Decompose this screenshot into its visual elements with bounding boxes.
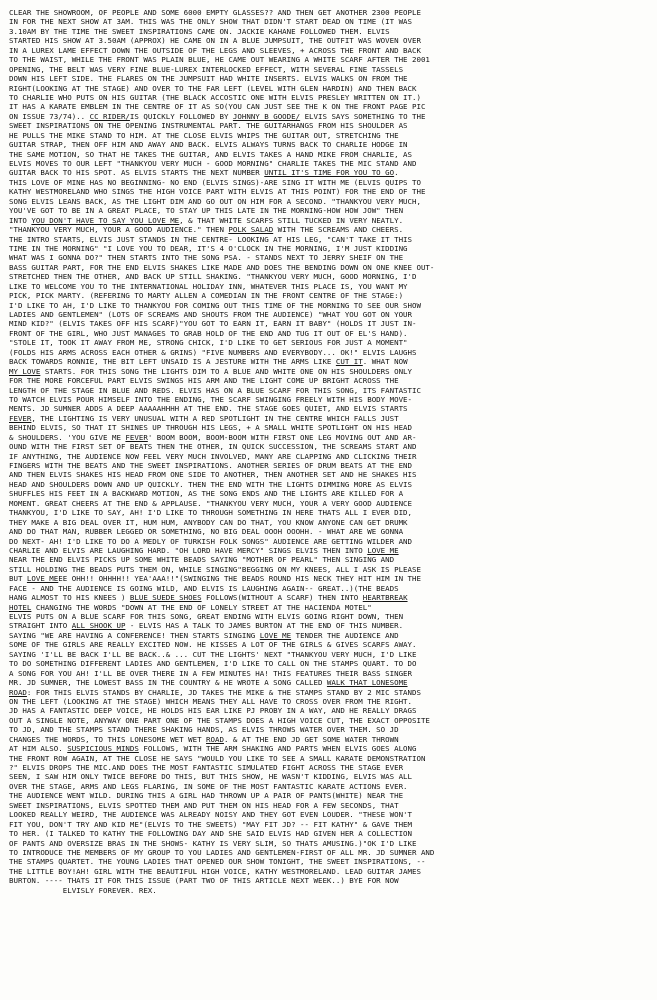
- song-title: HEARTBREAK: [362, 593, 408, 603]
- text-line: TO INTRODUCE THE MEMBERS OF MY GROUP TO YOU LADIES AND GENTLEMEN-FIRST OF ALL MR. JD SUMNER AND: [9, 847, 435, 857]
- text-line: HEAD AND SHOULDERS DOWN AND UP QUICKLY. THEN THE END WITH THE LIGHTS DIMMING MORE AS ELVIS: [9, 479, 412, 489]
- text-line: AND DO THAT MAN, RUBBER LEGGED OR SOMETHING, NO BIG DEAL OOOH OOOHH. - WHAT ARE WE GONNA: [9, 527, 404, 537]
- song-title: LOVE ME: [367, 545, 399, 555]
- text-line: FIT YOU, DON'T TRY AND KID ME"(ELVIS TO THE SWEETS) "MAY FIT JD? -- FIT KATHY" & GAVE THEM: [9, 819, 412, 829]
- text-line: GUITAR BACK TO HIS SPOT. AS ELVIS STARTS THE NEXT NUMBER UNTIL IT'S TIME FOR YOU TO GO.: [9, 168, 399, 178]
- text-line: ON ISSUE 73/74).. CC RIDER/IS QUICKLY FOLLOWED BY JOHNNY B GOODE/ ELVIS SAYS SOMETHING TO THE: [9, 111, 426, 121]
- text-line: STARTED HIS SHOW AT 3.50AM (APPROX) HE CAME ON IN A BLUE JUMPSUIT, THE OUTFIT WAS WOVEN OVER: [9, 36, 421, 46]
- text-line: MR. JD SUMNER, THE LOWEST BASS IN THE COUNTRY & HE WROTE A SONG CALLED WALK THAT LONESOME: [9, 678, 408, 688]
- text-line: SAYING 'I'LL BE BACK I'LL BE BACK..& ... CUT THE LIGHTS' NEXT "THANKYOU VERY MUCH, I'D LIKE: [9, 649, 417, 659]
- text-line: I'D LIKE TO AH, I'D LIKE TO THANKYOU FOR COMING OUT THIS TIME OF THE MORNING TO SEE OUR SHOW: [9, 300, 421, 310]
- text-line: THE SAME MOTION, SO THAT HE TAKES THE GUITAR, AND ELVIS TAKES A HAND MIKE FROM CHARLIE, AS: [9, 149, 412, 159]
- text-line: IN FOR THE NEXT SHOW AT 3AM. THIS WAS THE ONLY SHOW THAT DIDN'T START DEAD ON TIME (IT WAS: [9, 17, 412, 27]
- text-line: HE PULLS THE MIKE STAND TO HIM. AT THE CLOSE ELVIS WHIPS THE GUITAR OUT, STRETCHING THE: [9, 130, 399, 140]
- text-line: TO WATCH ELVIS POUR HIMSELF INTO THE ENDING, THE SCARF SWINGING FREELY WITH HIS BODY MOVE-: [9, 394, 412, 404]
- text-line: HANG ALMOST TO HIS KNEES ) BLUE SUEDE SHOES FOLLOWS(WITHOUT A SCARF) THEN INTO HEARTBREAK: [9, 593, 408, 603]
- song-title: UNTIL IT'S TIME FOR YOU TO GO: [264, 168, 395, 178]
- text-line: TO THE WAIST, WHILE THE FRONT WAS PLAIN BLUE, HE CAME OUT WEARING A WHITE SCARF AFTER THE 2001: [9, 55, 430, 65]
- text-line: THE STAMPS QUARTET. THE YOUNG LADIES THAT OPENED OUR SHOW TONIGHT, THE SWEET INSPIRATIONS, --: [9, 857, 426, 867]
- text-line: CHANGES THE WORDS, TO THIS LONESOME WET WET ROAD. & AT THE END JD GET SOME WATER THROWN: [9, 734, 399, 744]
- text-line: AND THEN ELVIS SHAKES HIS HEAD FROM ONE SIDE TO ANOTHER, THEN ANOTHER SET AND HE SHAKES HIS: [9, 470, 417, 480]
- text-line: MOMENT. GREAT CHEERS AT THE END & APPLAUSE. "THANKYOU VERY MUCH, YOUR A VERY GOOD AUDIENCE: [9, 498, 412, 508]
- text-line: ELVISLY FOREVER. REX.: [9, 885, 157, 895]
- song-title: FEVER: [9, 413, 32, 423]
- text-line: JD HAS A FANTASTIC DEEP VOICE, HE HOLDS HIS EAR LIKE PJ PROBY IN A WAY, AND HE REALLY DRAGS: [9, 706, 417, 716]
- text-line: SONG ELVIS LEANS BACK, AS THE LIGHT DIM AND GO OUT ON HIM FOR A SECOND. "THANKYOU VERY MUCH,: [9, 196, 421, 206]
- text-line: BEHIND ELVIS, SO THAT IT SHINES UP THROUGH HIS LEGS, + A SMALL WHITE SPOTLIGHT ON HIS HEAD: [9, 423, 412, 433]
- song-title: JOHNNY B GOODE/: [232, 111, 301, 121]
- song-title: LOVE ME: [147, 215, 180, 225]
- text-line: KATHY WESTMORELAND WHO SINGS THE HIGH VOICE PART WITH ELVIS AT THIS POINT) FOR THE END OF THE: [9, 187, 426, 197]
- text-line: MY LOVE STARTS. FOR THIS SONG THE LIGHTS DIM TO A BLUE AND WHITE ONE ON HIS SHOULDERS ONLY: [9, 366, 413, 376]
- song-title: HOTEL: [9, 602, 32, 612]
- text-line: A SONG FOR YOU AH! I'LL BE OVER THERE IN A FEW MINUTES HA! THIS FEATURES THEIR BASS SINGER: [9, 668, 412, 678]
- text-line: DO NEXT- AH! I'D LIKE TO DO A MEDLY OF TURKISH FOLK SONGS" AUDIENCE ARE GETTING WILDER AND: [9, 536, 412, 546]
- typed-text-body: [9, 8, 650, 895]
- text-line: THIS LOVE OF MINE HAS NO BEGINNING- NO END (ELVIS SINGS)-ARE SING IT WITH ME (ELVIS QUIPS TO: [9, 177, 421, 187]
- text-line: IT HAS A KARATE EMBLEM IN THE CENTRE OF IT AS SO(YOU CAN JUST SEE THE K ON THE FRONT PAGE PIC: [9, 102, 426, 112]
- text-line: OUT A SINGLE NOTE, ANYWAY ONE PART ONE OF THE STAMPS DOES A HIGH VOICE CUT, THE EXACT OPPOSITE: [9, 715, 430, 725]
- song-title: MY LOVE: [9, 366, 41, 376]
- text-line: SWEET INSPIRATIONS, ELVIS SPOTTED THEM AND PUT THEM ON HIS HEAD FOR A FEW SECONDS, THAT: [9, 800, 399, 810]
- text-line: FACE - AND THE AUDIENCE IS GOING WILD, AND ELVIS IS LAUGHING AGAIN-- GREAT..)(THE BEADS: [9, 583, 399, 593]
- song-title: WALK THAT LONESOME: [326, 678, 408, 688]
- text-line: SAYING "WE ARE HAVING A CONFERENCE! THEN STARTS SINGING LOVE ME TENDER THE AUDIENCE AND: [9, 630, 399, 640]
- text-line: TO CHARLIE WHO PUTS ON HIS GUITAR (THE BLACK ACCOSTIC ONE WITH ELVIS PRESLEY WRITTEN ON IT.): [9, 92, 421, 102]
- text-line: ELVIS MOVES TO OUR LEFT "THANKYOU VERY MUCH - GOOD MORNING" CHARLIE TAKES THE MIC STAND AND: [9, 159, 417, 168]
- text-line: (FOLDS HIS ARMS ACROSS EACH OTHER & GRINS) "FIVE NUMBERS AND EVERYBODY... OK!" ELVIS LAUGHS: [9, 347, 417, 357]
- song-title: FEVER: [125, 432, 148, 442]
- text-line: SHUFFLES HIS FEET IN A BACKWARD MOTION, AS THE SONG ENDS AND THE LIGHTS ARE KILLED FOR A: [9, 489, 404, 499]
- text-line: STRAIGHT INTO ALL SHOOK UP - ELVIS HAS A TALK TO JAMES BURTON AT THE END OF THIS NUMBER.: [9, 621, 404, 631]
- text-line: RIGHT(LOOKING AT THE STAGE) AND OVER TO THE FAR LEFT (LEVEL WITH GLEN HARDIN) AND THEN BACK: [9, 83, 417, 93]
- text-line: "THANKYOU VERY MUCH, YOUR A GOOD AUDIENCE." THEN POLK SALAD WITH THE SCREAMS AND CHEERS.: [9, 225, 404, 235]
- text-line: PICK, PICK MARTY. (REFERING TO MARTY ALLEN A COMEDIAN IN THE FRONT CENTRE OF THE STAGE:): [9, 291, 404, 301]
- text-line: THE FRONT ROW AGAIN, AT THE CLOSE HE SAYS "WOULD YOU LIKE TO SEE A SMALL KARATE DEMONSTRATION: [9, 753, 426, 763]
- text-line: SEEN, I SAW HIM ONLY TWICE BEFORE DO THIS, BUT THIS SHOW, HE WASN'T KIDDING, ELVIS WAS ALL: [9, 772, 412, 782]
- text-line: ELVIS PUTS ON A BLUE SCARF FOR THIS SONG, GREAT ENDING WITH ELVIS GOING RIGHT DOWN, THEN: [9, 612, 404, 621]
- text-line: INTO YOU DON'T HAVE TO SAY YOU LOVE ME, & THAT WHITE SCARFS STILL TUCKED IN VERY NEATLY.: [9, 215, 404, 225]
- song-title: POLK SALAD: [228, 225, 274, 235]
- text-line: IF ANYTHING, THE AUDIENCE NOW FEEL VERY MUCH INVOLVED, MANY ARE CLAPPING AND CLICKING THEIR: [9, 451, 417, 461]
- song-title: BLUE SUEDE SHOES: [129, 593, 202, 603]
- text-line: TO DO SOMETHING DIFFERENT LADIES AND GENTLEMEN, I'D LIKE TO CALL ON THE STAMPS QUART. TO DO: [9, 659, 417, 669]
- text-line: & SHOULDERS. 'YOU GIVE ME FEVER' BOOM BOOM, BOOM-BOOM WITH FIRST ONE LEG MOVING OUT AND AR-: [9, 432, 417, 442]
- text-line: THEY MAKE A BIG DEAL OVER IT, HUM HUM, ANYBODY CAN DO THAT, YOU KNOW ANYONE CAN GET DRUMK: [9, 517, 408, 527]
- text-line: THE AUDIENCE WENT WILD. DURING THIS A GIRL HAD THROWN UP A PAIR OF PANTS(WHITE) NEAR THE: [9, 791, 404, 801]
- text-line: OPENING, THE BELT WAS VERY FINE BLUE-LUREX INTERLOCKED EFFECT, WITH SEVERAL FINE TASSELS: [9, 64, 404, 74]
- text-line: TO HER. (I TALKED TO KATHY THE FOLLOWING DAY AND SHE SAID ELVIS HAD GIVEN HER A COLLECTION: [9, 829, 412, 839]
- song-title: CUT IT: [335, 357, 363, 367]
- song-title: ROAD: [9, 687, 27, 697]
- text-line: YOU'VE GOT TO BE IN A GREAT PLACE, TO STAY UP THIS LATE IN THE MORNING-HOW HOW JOW" THEN: [9, 206, 404, 216]
- text-line: CHARLIE AND ELVIS ARE LAUGHING HARD. "OH LORD HAVE MERCY" SINGS ELVIS THEN INTO LOVE ME: [9, 545, 399, 555]
- text-line: LIKE TO WELCOME YOU TO THE INTERNATIONAL HOLIDAY INN, WHATEVER THIS PLACE IS, YOU WANT MY: [9, 281, 408, 291]
- text-line: THE LITTLE BOY!AH! GIRL WITH THE BEAUTIFUL HIGH VOICE, KATHY WESTMORELAND. LEAD GUITAR JAMES: [9, 866, 421, 876]
- song-title: LOVE ME: [26, 574, 59, 584]
- text-line: THE INTRO STARTS, ELVIS JUST STANDS IN THE CENTRE- LOOKING AT HIS LEG, "CAN'T TAKE IT THIS: [9, 234, 412, 244]
- text-line: FOR THE MORE FORCEFUL PART ELVIS SWINGS HIS ARM AND THE LIGHT COME UP BRIGHT ACROSS THE: [9, 376, 399, 386]
- text-line: OF PANTS AND OVERSIZE BRAS IN THE SHOWS- KATHY IS VERY SLIM, SO THATS AMUSING.)"OK I'D LIKE: [9, 838, 417, 848]
- text-line: BACK TOWARDS RONNIE, THE BIT LEFT UNSAID IS A JESTURE WITH THE ARMS LIKE CUT IT. WHAT NOW: [9, 357, 408, 367]
- text-line: FINGERS WITH THE BEATS AND THE SWEET INSPIRATIONS. ANOTHER SERIES OF DRUM BEATS AT THE END: [9, 461, 412, 470]
- text-line: TIME IN THE MORNING" "I LOVE YOU TO DEAR, IT'S 4 O'CLOCK IN THE MORNING, I'M JUST KIDDING: [9, 243, 408, 253]
- song-title: SUSPICIOUS MINDS: [67, 744, 139, 754]
- text-line: IN A LUREX LAME EFFECT DOWN THE OUTSIDE OF THE LEGS AND SLEEVES, + ACROSS THE FRONT AND BACK: [9, 45, 421, 55]
- text-line: ROAD: FOR THIS ELVIS STANDS BY CHARLIE, JD TAKES THE MIKE & THE STAMPS STAND BY 2 MIC STANDS: [9, 687, 421, 697]
- text-line: ?" ELVIS DROPS THE MIC.AND DOES THE MOST FANTASTIC SIMULATED FIGHT ACROSS THE STAGE EVER: [9, 763, 404, 772]
- text-line: FRONT OF THE GIRL, WHO JUST MANAGES TO GRAB HOLD OF THE END AND TUG IT OUT OF EL'S HAND).: [9, 328, 408, 338]
- text-line: 3.10AM BY THE TIME THE SWEET INSPIRATIONS CAME ON. JACKIE KAHANE FOLLOWED THEM. ELVIS: [9, 26, 390, 36]
- text-line: DOWN HIS LEFT SIDE. THE FLARES ON THE JUMPSUIT HAD WHITE INSERTS. ELVIS WALKS ON FROM THE: [9, 74, 408, 84]
- text-line: STRETCHED THEN THE OTHER, AND BACK UP STILL SHAKING. "THANKYOU VERY MUCH, GOOD MORNING, I'D: [9, 272, 417, 282]
- text-line: BUT LOVE MEEE OHH!! OHHHH!! YEA'AAA!!"(SWINGING THE BEADS ROUND HIS NECK THEY HIT HIM IN THE: [9, 574, 421, 584]
- text-line: WHAT WAS I GONNA DO?" THEN STARTS INTO THE SONG PSA. - STANDS NEXT TO JERRY SHEIF ON THE: [9, 253, 404, 263]
- song-title: YOU DON'T HAVE TO SAY YOU LOVE ME: [31, 215, 180, 225]
- text-line: LENGTH OF THE STAGE IN BLUE AND REDS. ELVIS HAS ON A BLUE SCARF FOR THIS SONG, ITS FANTASTIC: [9, 385, 421, 395]
- text-line: FEVER, THE LIGHTING IS VERY UNUSUAL WITH A RED SPOTLIGHT IN THE CENTRE WHICH FALLS JUST: [9, 413, 399, 423]
- song-title: LOVE ME: [259, 630, 292, 640]
- text-line: OUND WITH THE FIRST SET OF BEATS THEN THE OTHER, IN QUICK SUCCESSION, THE SCREAMS START AND: [9, 442, 417, 452]
- text-line: HOTEL CHANGING THE WORDS "DOWN AT THE END OF LONELY STREET AT THE HACIENDA MOTEL": [9, 602, 372, 612]
- text-line: ON THE LEFT (LOOKING AT THE STAGE) WHICH MEANS THEY ALL HAVE TO CROSS OVER FROM THE RIGHT.: [9, 696, 412, 706]
- text-line: AT HIM ALSO. SUSPICIOUS MINDS FOLLOWS, WITH THE ARM SHAKING AND PARTS WHEN ELVIS GOES ALONG: [9, 744, 417, 754]
- text-line: SOME OF THE GIRLS ARE REALLY EXCITED NOW. HE KISSES A LOT OF THE GIRLS & GIVES SCARFS AWAY.: [9, 640, 417, 650]
- text-line: SWEET INSPIRATIONS ON THE OPENING INSTRUMENTAL PART. THE GUITARHANGS FROM HIS SHOULDER AS: [9, 121, 408, 131]
- text-line: OVER THE STAGE, ARMS AND LEGS FLARING, IN SOME OF THE MOST FANTASTIC KARATE ACTIONS EVER.: [9, 781, 408, 791]
- song-title: CC RIDER/: [89, 111, 130, 121]
- text-line: TO JD, AND THE STAMPS STAND THERE SHAKING HANDS, AS ELVIS THROWS WATER OVER THEM. SO JD: [9, 725, 399, 735]
- text-line: THANKYOU, I'D LIKE TO SAY, AH! I'D LIKE TO THROUGH SOMETHING IN HERE THATS ALL I EVER DID,: [9, 508, 412, 518]
- text-line: BASS GUITAR PART, FOR THE END ELVIS SHAKES LIKE MADE AND DOES THE BENDING DOWN ON ONE KNEE OUT-: [9, 262, 435, 272]
- text-line: BURTON. ---- THATS IT FOR THIS ISSUE (PART TWO OF THIS ARTICLE NEXT WEEK..) BYE FOR NOW: [9, 876, 399, 886]
- text-line: CLEAR THE SHOWROOM, OF PEOPLE AND SOME 6000 EMPTY GLASSES?? AND THEN GET ANOTHER 2300 PEOPLE: [9, 8, 421, 17]
- text-line: MENTS. JD SUMNER ADDS A DEEP AAAAAHHHH AT THE END. THE STAGE GOES QUIET, AND ELVIS STARTS: [9, 404, 408, 414]
- song-title: ALL SHOOK UP: [71, 621, 126, 631]
- text-line: NEAR THE END ELVIS PICKS UP SOME WHITE BEADS SAYING "MOTHER OF PEARL" THEN SINGING AND: [9, 555, 395, 565]
- text-line: MIND KID?" (ELVIS TAKES OFF HIS SCARF)"YOU GOT TO EARN IT, EARN IT BABY" (HOLDS IT JUST IN-: [9, 319, 417, 329]
- text-line: STILL HOLDING THE BEADS PUTS THEM ON, WHILE SINGING"BEGGING ON MY KNEES, ALL I ASK IS PLEASE: [9, 564, 421, 574]
- text-line: LADIES AND GENTLEMEN" (LOTS OF SCREAMS AND SHOUTS FROM THE AUDIENCE) "WHAT YOU GOT ON YOUR: [9, 310, 412, 319]
- text-line: "STOLE IT, TOOK IT AWAY FROM ME, STRONG CHICK, I'D LIKE TO GET SERIOUS FOR JUST A MOMENT": [9, 338, 408, 348]
- text-line: LOOKED REALLY WEIRD, THE AUDIENCE WAS ALREADY NOISY AND THEY GOT EVEN LOUDER. "THESE WON'T: [9, 810, 412, 820]
- song-title: ROAD: [206, 734, 224, 744]
- text-line: GUITAR STRAP, THEN OFF HIM AND AWAY AND BACK. ELVIS ALWAYS TURNS BACK TO CHARLIE HODGE IN: [9, 140, 408, 150]
